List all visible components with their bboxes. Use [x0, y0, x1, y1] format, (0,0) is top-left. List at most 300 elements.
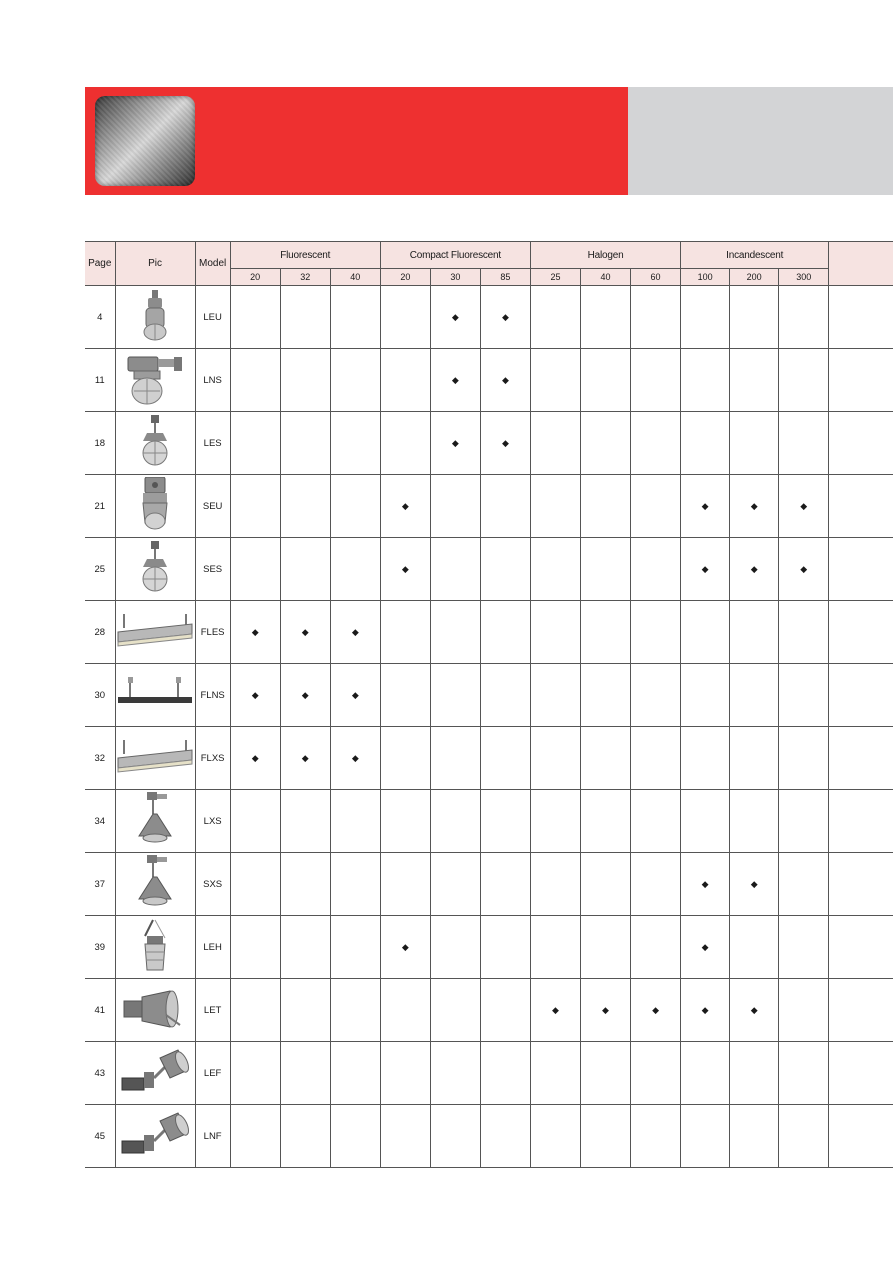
row-extra-empty: [829, 664, 893, 727]
wattage-cell: [380, 349, 430, 412]
diamond-mark-icon: ◆: [401, 563, 409, 574]
wattage-cell: [631, 790, 681, 853]
wattage-cell: [330, 286, 380, 349]
wattage-cell: [480, 412, 530, 475]
row-picture: [115, 979, 195, 1042]
wattage-cell: [779, 979, 829, 1042]
wattage-cell: [631, 475, 681, 538]
header-subcol: 32: [280, 269, 330, 286]
wattage-cell: [330, 853, 380, 916]
wattage-cell: [280, 601, 330, 664]
wattage-cell: [681, 916, 730, 979]
row-picture: [115, 349, 195, 412]
diamond-mark-icon: ◆: [701, 500, 709, 511]
brushed-metal-logo-icon: [95, 96, 195, 186]
header-group-compact-fluorescent: Compact Fluorescent: [380, 242, 530, 269]
bulkhead-lamp-icon: [116, 477, 195, 535]
wattage-cell: [631, 1042, 681, 1105]
wattage-cell: [230, 286, 280, 349]
row-model: LES: [195, 412, 230, 475]
diamond-mark-icon: ◆: [451, 437, 459, 448]
table-row: [85, 1042, 893, 1105]
wattage-cell: [730, 727, 779, 790]
handlamp-icon: [116, 918, 195, 976]
wattage-cell: [580, 538, 630, 601]
row-extra-empty: [829, 979, 893, 1042]
wattage-cell: [730, 412, 779, 475]
table-row: [85, 727, 893, 790]
wattage-cell: [580, 853, 630, 916]
wattage-cell: [681, 664, 730, 727]
wattage-cell: [730, 1105, 779, 1168]
wattage-cell: [480, 979, 530, 1042]
wattage-cell: [480, 349, 530, 412]
wattage-cell: [730, 349, 779, 412]
diamond-mark-icon: ◆: [602, 1004, 609, 1015]
wattage-cell: [430, 349, 480, 412]
wattage-cell: [380, 601, 430, 664]
wattage-cell: [330, 790, 380, 853]
wattage-cell: [380, 664, 430, 727]
wattage-cell: [580, 664, 630, 727]
wattage-cell: [380, 412, 430, 475]
wattage-cell: [430, 601, 480, 664]
wattage-cell: [631, 538, 681, 601]
row-model: LNS: [195, 349, 230, 412]
header-subcol: 40: [330, 269, 380, 286]
wattage-cell: [730, 601, 779, 664]
wattage-cell: [280, 727, 330, 790]
wattage-cell: [430, 412, 480, 475]
wattage-cell: [681, 475, 730, 538]
row-picture: [115, 412, 195, 475]
wattage-cell: [480, 601, 530, 664]
wattage-cell: [530, 664, 580, 727]
header-extra-empty: [829, 242, 893, 286]
wattage-cell: [330, 349, 380, 412]
wattage-cell: [730, 1042, 779, 1105]
wattage-cell: [380, 853, 430, 916]
wattage-cell: [730, 916, 779, 979]
pendant-globe-lamp-icon: [116, 541, 195, 597]
wattage-cell: [681, 538, 730, 601]
wattage-cell: [730, 664, 779, 727]
table-row: [85, 664, 893, 727]
row-page-number: 32: [85, 727, 115, 790]
wattage-cell: [779, 538, 829, 601]
wattage-cell: [230, 1042, 280, 1105]
table-row: [85, 412, 893, 475]
wattage-cell: [380, 916, 430, 979]
row-picture: [115, 1105, 195, 1168]
wattage-cell: [330, 1042, 380, 1105]
table-row: [85, 538, 893, 601]
header-subcol: 20: [380, 269, 430, 286]
wattage-cell: [580, 1105, 630, 1168]
wattage-cell: [230, 664, 280, 727]
dome-pendant-lamp-icon: [116, 792, 195, 850]
wattage-cell: [480, 475, 530, 538]
row-picture: [115, 286, 195, 349]
header-model: Model: [195, 242, 230, 286]
wattage-cell: [779, 475, 829, 538]
wattage-cell: [530, 790, 580, 853]
wattage-cell: [430, 1105, 480, 1168]
diamond-mark-icon: ◆: [800, 563, 808, 574]
row-page-number: 28: [85, 601, 115, 664]
row-extra-empty: [829, 727, 893, 790]
wattage-cell: [681, 412, 730, 475]
header-subcol: 85: [480, 269, 530, 286]
wattage-cell: [580, 916, 630, 979]
wattage-cell: [681, 853, 730, 916]
product-matrix: [85, 241, 893, 1168]
wattage-cell: [280, 286, 330, 349]
wattage-cell: [530, 853, 580, 916]
diamond-mark-icon: ◆: [750, 878, 758, 889]
wattage-cell: [280, 790, 330, 853]
row-page-number: 4: [85, 286, 115, 349]
wattage-cell: [230, 412, 280, 475]
wattage-cell: [430, 538, 480, 601]
wattage-cell: [330, 916, 380, 979]
diamond-mark-icon: ◆: [800, 500, 808, 511]
bracket-flood-lamp-icon: [116, 1048, 195, 1098]
diamond-mark-icon: ◆: [750, 563, 758, 574]
row-model: LEH: [195, 916, 230, 979]
wattage-cell: [330, 475, 380, 538]
wattage-cell: [681, 790, 730, 853]
wattage-cell: [580, 979, 630, 1042]
diamond-mark-icon: ◆: [701, 941, 709, 952]
wattage-cell: [730, 790, 779, 853]
row-extra-empty: [829, 1042, 893, 1105]
row-page-number: 41: [85, 979, 115, 1042]
row-page-number: 25: [85, 538, 115, 601]
row-model: SES: [195, 538, 230, 601]
diamond-mark-icon: ◆: [652, 1004, 660, 1015]
wall-box-lamp-icon: [116, 353, 195, 407]
wattage-cell: [380, 790, 430, 853]
header-subcol: 25: [530, 269, 580, 286]
wattage-cell: [580, 1042, 630, 1105]
wattage-cell: [631, 412, 681, 475]
wattage-cell: [779, 601, 829, 664]
diamond-mark-icon: ◆: [750, 500, 758, 511]
wattage-cell: [330, 412, 380, 475]
wattage-cell: [681, 349, 730, 412]
lamp-compatibility-table: [85, 241, 893, 1168]
wattage-cell: [380, 727, 430, 790]
row-model: LET: [195, 979, 230, 1042]
wattage-cell: [480, 664, 530, 727]
wattage-cell: [580, 601, 630, 664]
wattage-cell: [631, 664, 681, 727]
wattage-cell: [730, 538, 779, 601]
diamond-mark-icon: ◆: [501, 374, 509, 385]
header-subcol: 300: [779, 269, 829, 286]
row-page-number: 45: [85, 1105, 115, 1168]
wattage-cell: [430, 727, 480, 790]
wattage-cell: [480, 1105, 530, 1168]
wattage-cell: [681, 727, 730, 790]
wattage-cell: [730, 475, 779, 538]
row-model: FLES: [195, 601, 230, 664]
row-page-number: 11: [85, 349, 115, 412]
wattage-cell: [530, 286, 580, 349]
flood-lamp-icon: [116, 985, 195, 1035]
wattage-cell: [530, 1105, 580, 1168]
wattage-cell: [631, 349, 681, 412]
linear-fixture-icon: [116, 610, 195, 654]
linear-fixture-icon: [116, 736, 195, 780]
table-row: [85, 601, 893, 664]
wattage-cell: [580, 412, 630, 475]
wattage-cell: [779, 727, 829, 790]
header-group-incandescent: Incandescent: [681, 242, 829, 269]
wattage-cell: [430, 286, 480, 349]
wattage-cell: [580, 475, 630, 538]
diamond-mark-icon: ◆: [301, 752, 309, 763]
wattage-cell: [280, 1105, 330, 1168]
row-picture: [115, 853, 195, 916]
wattage-cell: [330, 538, 380, 601]
diamond-mark-icon: ◆: [701, 1004, 709, 1015]
wattage-cell: [631, 916, 681, 979]
wattage-cell: [380, 286, 430, 349]
table-row: [85, 349, 893, 412]
wattage-cell: [480, 790, 530, 853]
diamond-mark-icon: ◆: [401, 941, 409, 952]
wattage-cell: [230, 601, 280, 664]
wattage-cell: [430, 664, 480, 727]
diamond-mark-icon: ◆: [351, 626, 359, 637]
row-extra-empty: [829, 475, 893, 538]
wattage-cell: [580, 349, 630, 412]
row-picture: [115, 790, 195, 853]
wattage-cell: [430, 916, 480, 979]
wattage-cell: [779, 1105, 829, 1168]
header-subcol: 200: [730, 269, 779, 286]
dome-pendant-lamp-icon: [116, 855, 195, 913]
row-page-number: 43: [85, 1042, 115, 1105]
header-subcol: 30: [430, 269, 480, 286]
wattage-cell: [480, 538, 530, 601]
row-model: SEU: [195, 475, 230, 538]
wattage-cell: [779, 664, 829, 727]
row-picture: [115, 538, 195, 601]
row-picture: [115, 727, 195, 790]
diamond-mark-icon: ◆: [351, 752, 359, 763]
wattage-cell: [631, 286, 681, 349]
wattage-cell: [480, 286, 530, 349]
table-row: [85, 475, 893, 538]
wattage-cell: [380, 1105, 430, 1168]
row-model: FLXS: [195, 727, 230, 790]
wattage-cell: [530, 1042, 580, 1105]
wattage-cell: [430, 979, 480, 1042]
wattage-cell: [480, 853, 530, 916]
diamond-mark-icon: ◆: [451, 311, 459, 322]
row-model: LEU: [195, 286, 230, 349]
wattage-cell: [230, 349, 280, 412]
diamond-mark-icon: ◆: [351, 689, 359, 700]
diamond-mark-icon: ◆: [451, 374, 459, 385]
row-model: LNF: [195, 1105, 230, 1168]
row-page-number: 34: [85, 790, 115, 853]
header-subcol: 100: [681, 269, 730, 286]
diamond-mark-icon: ◆: [501, 311, 509, 322]
wattage-cell: [380, 979, 430, 1042]
table-row: [85, 1105, 893, 1168]
wattage-cell: [380, 1042, 430, 1105]
row-extra-empty: [829, 916, 893, 979]
wattage-cell: [330, 1105, 380, 1168]
row-picture: [115, 475, 195, 538]
row-model: LXS: [195, 790, 230, 853]
header-group-fluorescent: Fluorescent: [230, 242, 380, 269]
wattage-cell: [779, 349, 829, 412]
wattage-cell: [681, 1105, 730, 1168]
header-subcol: 20: [230, 269, 280, 286]
wattage-cell: [230, 790, 280, 853]
wattage-cell: [230, 853, 280, 916]
row-page-number: 21: [85, 475, 115, 538]
wattage-cell: [330, 727, 380, 790]
table-row: [85, 853, 893, 916]
diamond-mark-icon: ◆: [251, 752, 259, 763]
wattage-cell: [631, 853, 681, 916]
diamond-mark-icon: ◆: [301, 626, 309, 637]
wattage-cell: [230, 538, 280, 601]
wattage-cell: [530, 538, 580, 601]
row-page-number: 18: [85, 412, 115, 475]
row-extra-empty: [829, 286, 893, 349]
wattage-cell: [580, 286, 630, 349]
diamond-mark-icon: ◆: [251, 626, 259, 637]
wattage-cell: [580, 727, 630, 790]
wattage-cell: [480, 1042, 530, 1105]
wattage-cell: [530, 979, 580, 1042]
wattage-cell: [230, 979, 280, 1042]
wattage-cell: [681, 286, 730, 349]
table-row: [85, 979, 893, 1042]
wattage-cell: [631, 601, 681, 664]
wattage-cell: [530, 601, 580, 664]
table-row: [85, 790, 893, 853]
wattage-cell: [530, 916, 580, 979]
row-page-number: 30: [85, 664, 115, 727]
row-extra-empty: [829, 1105, 893, 1168]
wattage-cell: [779, 412, 829, 475]
diamond-mark-icon: ◆: [501, 437, 509, 448]
pendant-lamp-icon: [116, 290, 195, 344]
row-page-number: 39: [85, 916, 115, 979]
table-row: [85, 916, 893, 979]
header-pic: Pic: [115, 242, 195, 286]
row-extra-empty: [829, 349, 893, 412]
wattage-cell: [280, 1042, 330, 1105]
linear-bar-fixture-icon: [116, 675, 195, 715]
wattage-cell: [230, 1105, 280, 1168]
row-model: LEF: [195, 1042, 230, 1105]
wattage-cell: [580, 790, 630, 853]
wattage-cell: [280, 853, 330, 916]
header-banner-gray: [628, 87, 893, 195]
wattage-cell: [779, 286, 829, 349]
diamond-mark-icon: ◆: [701, 563, 709, 574]
wattage-cell: [480, 916, 530, 979]
row-model: FLNS: [195, 664, 230, 727]
wattage-cell: [280, 475, 330, 538]
wattage-cell: [230, 475, 280, 538]
wattage-cell: [480, 727, 530, 790]
wattage-cell: [779, 916, 829, 979]
header-group-halogen: Halogen: [530, 242, 680, 269]
wattage-cell: [530, 412, 580, 475]
row-extra-empty: [829, 538, 893, 601]
table-row: [85, 286, 893, 349]
wattage-cell: [430, 475, 480, 538]
wattage-cell: [779, 790, 829, 853]
wattage-cell: [430, 853, 480, 916]
wattage-cell: [730, 979, 779, 1042]
wattage-cell: [280, 916, 330, 979]
wattage-cell: [779, 1042, 829, 1105]
wattage-cell: [280, 979, 330, 1042]
wattage-cell: [631, 1105, 681, 1168]
wattage-cell: [631, 979, 681, 1042]
wattage-cell: [330, 979, 380, 1042]
wattage-cell: [681, 1042, 730, 1105]
wattage-cell: [530, 727, 580, 790]
wattage-cell: [530, 349, 580, 412]
row-page-number: 37: [85, 853, 115, 916]
wattage-cell: [380, 538, 430, 601]
wattage-cell: [730, 286, 779, 349]
wattage-cell: [330, 664, 380, 727]
wattage-cell: [230, 727, 280, 790]
wattage-cell: [280, 664, 330, 727]
wattage-cell: [280, 412, 330, 475]
header-subcol: 60: [631, 269, 681, 286]
row-model: SXS: [195, 853, 230, 916]
header-subcol: 40: [580, 269, 630, 286]
row-picture: [115, 1042, 195, 1105]
pendant-globe-lamp-icon: [116, 415, 195, 471]
row-extra-empty: [829, 601, 893, 664]
diamond-mark-icon: ◆: [552, 1004, 559, 1015]
header-page: Page: [85, 242, 115, 286]
row-picture: [115, 916, 195, 979]
diamond-mark-icon: ◆: [701, 878, 709, 889]
diamond-mark-icon: ◆: [301, 689, 309, 700]
bracket-flood-lamp-icon: [116, 1111, 195, 1161]
diamond-mark-icon: ◆: [401, 500, 409, 511]
wattage-cell: [631, 727, 681, 790]
diamond-mark-icon: ◆: [251, 689, 259, 700]
wattage-cell: [681, 601, 730, 664]
wattage-cell: [779, 853, 829, 916]
wattage-cell: [280, 538, 330, 601]
wattage-cell: [330, 601, 380, 664]
wattage-cell: [430, 1042, 480, 1105]
wattage-cell: [430, 790, 480, 853]
wattage-cell: [280, 349, 330, 412]
wattage-cell: [730, 853, 779, 916]
wattage-cell: [530, 475, 580, 538]
wattage-cell: [681, 979, 730, 1042]
